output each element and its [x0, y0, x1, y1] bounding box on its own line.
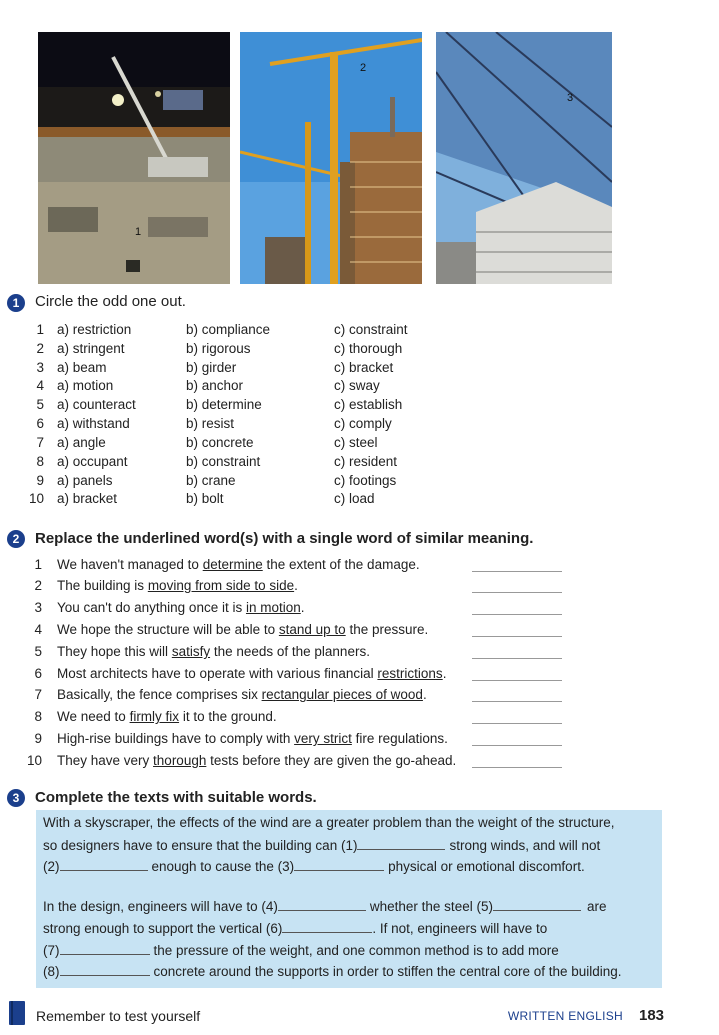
sentence [57, 666, 446, 681]
sentence-text: . [422, 687, 427, 702]
text: (7) [43, 943, 60, 958]
sentence-text: You can't do anything once it is [57, 600, 246, 615]
option-c[interactable]: c) resident [334, 454, 398, 469]
sentence-text: . [442, 666, 447, 681]
exercise-1-title: Circle the odd one out. [35, 293, 186, 310]
option-a[interactable]: a) occupant [57, 454, 128, 469]
item-number: 7 [36, 435, 44, 450]
text: whether the steel (5) [369, 899, 493, 914]
photo-construction-site [38, 32, 230, 284]
book-icon [7, 1000, 27, 1026]
option-a[interactable]: a) counteract [57, 397, 136, 412]
item-number: 2 [34, 578, 42, 593]
footer-reminder: Remember to test yourself [36, 1008, 201, 1024]
sentence-text: High-rise buildings have to comply with [57, 731, 295, 746]
list-item [0, 360, 719, 378]
sentence-text: They have very [57, 753, 154, 768]
option-c[interactable]: c) load [334, 491, 375, 506]
sentence [57, 578, 298, 593]
photo-label-1: 1 [135, 226, 142, 238]
list-item [0, 473, 719, 491]
text-line [43, 942, 559, 958]
underlined-phrase: thorough [153, 753, 207, 768]
option-a[interactable]: a) restriction [57, 322, 132, 337]
underlined-phrase: firmly fix [129, 709, 180, 724]
gap-blank-4[interactable] [278, 898, 366, 911]
sentence-text: the needs of the planners. [210, 644, 370, 659]
list-item [0, 600, 719, 620]
option-a[interactable]: a) angle [57, 435, 106, 450]
answer-blank[interactable] [472, 701, 562, 702]
list-item [0, 666, 719, 686]
underlined-phrase: determine [202, 557, 263, 572]
photo-label-2: 2 [360, 62, 367, 74]
sentence-text: Most architects have to operate with various financial [57, 666, 378, 681]
gap-blank-1[interactable] [357, 837, 445, 850]
option-a[interactable]: a) motion [57, 378, 114, 393]
exercise-2-number-badge: 2 [7, 530, 25, 548]
option-c[interactable]: c) steel [334, 435, 378, 450]
underlined-phrase: satisfy [171, 644, 211, 659]
list-item [0, 322, 719, 340]
underlined-phrase: restrictions [377, 666, 443, 681]
sentence [57, 600, 305, 615]
answer-blank[interactable] [472, 636, 562, 637]
list-item [0, 341, 719, 359]
text: so designers have to ensure that the building can (1) [43, 838, 358, 853]
list-item [0, 378, 719, 396]
text: (8) [43, 964, 60, 979]
text-line [43, 920, 547, 936]
list-item [0, 491, 719, 509]
sentence [57, 622, 428, 637]
sentence [57, 644, 370, 659]
item-number: 9 [34, 731, 42, 746]
list-item [0, 687, 719, 707]
item-number: 2 [36, 341, 44, 356]
list-item [0, 731, 719, 751]
underlined-phrase: rectangular pieces of wood [261, 687, 423, 702]
sentence-text: They hope this will [57, 644, 172, 659]
item-number: 4 [34, 622, 42, 637]
sentence-text: We need to [57, 709, 130, 724]
option-a[interactable]: a) bracket [57, 491, 118, 506]
option-c[interactable]: c) establish [334, 397, 403, 412]
list-item [0, 578, 719, 598]
option-b[interactable]: b) girder [186, 360, 237, 375]
sentence-text: . [300, 600, 305, 615]
sentence-text: We haven't managed to [57, 557, 203, 572]
item-number: 5 [34, 644, 42, 659]
option-c[interactable]: c) constraint [334, 322, 408, 337]
exercise-3-title: Complete the texts with suitable words. [35, 789, 317, 806]
option-c[interactable]: c) bracket [334, 360, 394, 375]
option-a[interactable]: a) stringent [57, 341, 125, 356]
option-b[interactable]: b) concrete [186, 435, 254, 450]
answer-blank[interactable] [472, 680, 562, 681]
item-number: 8 [36, 454, 44, 469]
item-number: 10 [26, 753, 42, 768]
list-item [0, 753, 719, 773]
item-number: 7 [34, 687, 42, 702]
option-a[interactable]: a) panels [57, 473, 113, 488]
photo-glass-facade [436, 32, 612, 284]
list-item [0, 557, 719, 577]
list-item [0, 397, 719, 415]
option-b[interactable]: b) rigorous [186, 341, 251, 356]
item-number: 10 [28, 491, 44, 506]
option-b[interactable]: b) compliance [186, 322, 271, 337]
text-line [43, 837, 600, 853]
item-number: 8 [34, 709, 42, 724]
option-b[interactable]: b) crane [186, 473, 236, 488]
option-b[interactable]: b) bolt [186, 491, 224, 506]
sentence [57, 709, 277, 724]
sentence [57, 557, 420, 572]
list-item [0, 622, 719, 642]
option-c[interactable]: c) comply [334, 416, 392, 431]
sentence-text: Basically, the fence comprises six [57, 687, 262, 702]
sentence [57, 731, 448, 746]
item-number: 1 [36, 322, 44, 337]
list-item [0, 709, 719, 729]
item-number: 4 [36, 378, 44, 393]
sentence-text: tests before they are given the go-ahead. [206, 753, 457, 768]
list-item [0, 454, 719, 472]
gap-blank-2[interactable] [60, 858, 148, 871]
text: strong winds, and will not [449, 838, 601, 853]
list-item [0, 416, 719, 434]
photo-tower-cranes [240, 32, 422, 284]
item-number: 3 [34, 600, 42, 615]
sentence-text: it to the ground. [179, 709, 277, 724]
item-number: 3 [36, 360, 44, 375]
exercise-2-title: Replace the underlined word(s) with a single word of similar meaning. [35, 530, 534, 547]
option-a[interactable]: a) beam [57, 360, 107, 375]
text: concrete around the supports in order to stiffen the central core of the building. [153, 964, 622, 979]
photo-label-3: 3 [567, 92, 574, 104]
gap-blank-3[interactable] [294, 858, 384, 871]
item-number: 9 [36, 473, 44, 488]
exercise-3-number-badge: 3 [7, 789, 25, 807]
item-number: 5 [36, 397, 44, 412]
gap-blank-6[interactable] [282, 920, 372, 933]
text: strong enough to support the vertical (6) [43, 921, 283, 936]
text: (2) [43, 859, 60, 874]
gap-blank-7[interactable] [60, 942, 150, 955]
text-line [43, 963, 622, 979]
gap-blank-8[interactable] [60, 963, 150, 976]
answer-blank[interactable] [472, 745, 562, 746]
text: With a skyscraper, the effects of the wind are a greater problem than the weight of the structure, [43, 815, 615, 830]
text-line [43, 898, 606, 914]
sentence [57, 753, 456, 768]
underlined-phrase: in motion [245, 600, 301, 615]
list-item [0, 435, 719, 453]
item-number: 1 [34, 557, 42, 572]
option-b[interactable]: b) anchor [186, 378, 244, 393]
sentence [57, 687, 427, 702]
answer-blank[interactable] [472, 658, 562, 659]
exercise-1-number-badge: 1 [7, 294, 25, 312]
option-b[interactable]: b) determine [186, 397, 262, 412]
option-b[interactable]: b) resist [186, 416, 235, 431]
underlined-phrase: stand up to [278, 622, 346, 637]
answer-blank[interactable] [472, 767, 562, 768]
item-number: 6 [34, 666, 42, 681]
option-c[interactable]: c) footings [334, 473, 397, 488]
text: physical or emotional discomfort. [388, 859, 585, 874]
option-c[interactable]: c) thorough [334, 341, 403, 356]
answer-blank[interactable] [472, 723, 562, 724]
item-number: 6 [36, 416, 44, 431]
text: the pressure of the weight, and one common method is to add more [153, 943, 559, 958]
option-c[interactable]: c) sway [334, 378, 380, 393]
sentence-text: . [294, 578, 298, 593]
sentence-text: The building is [57, 578, 148, 593]
option-b[interactable]: b) constraint [186, 454, 261, 469]
sentence-text: the pressure. [345, 622, 429, 637]
list-item [0, 644, 719, 664]
answer-blank[interactable] [472, 571, 562, 572]
text: In the design, engineers will have to (4) [43, 899, 278, 914]
underlined-phrase: very strict [294, 731, 352, 746]
underlined-phrase: moving from side to side [147, 578, 295, 593]
footer-section-name: WRITTEN ENGLISH [507, 1009, 623, 1023]
exercise-3-text-box [36, 810, 662, 988]
answer-blank[interactable] [472, 614, 562, 615]
text: . If not, engineers will have to [372, 921, 548, 936]
text-line [43, 858, 585, 874]
text: enough to cause the (3) [151, 859, 295, 874]
text: are [586, 899, 607, 914]
gap-blank-5[interactable] [493, 898, 581, 911]
answer-blank[interactable] [472, 592, 562, 593]
option-a[interactable]: a) withstand [57, 416, 130, 431]
sentence-text: We hope the structure will be able to [57, 622, 279, 637]
sentence-text: the extent of the damage. [262, 557, 420, 572]
sentence-text: fire regulations. [351, 731, 448, 746]
page-number: 183 [639, 1007, 665, 1024]
text-line [43, 815, 615, 830]
